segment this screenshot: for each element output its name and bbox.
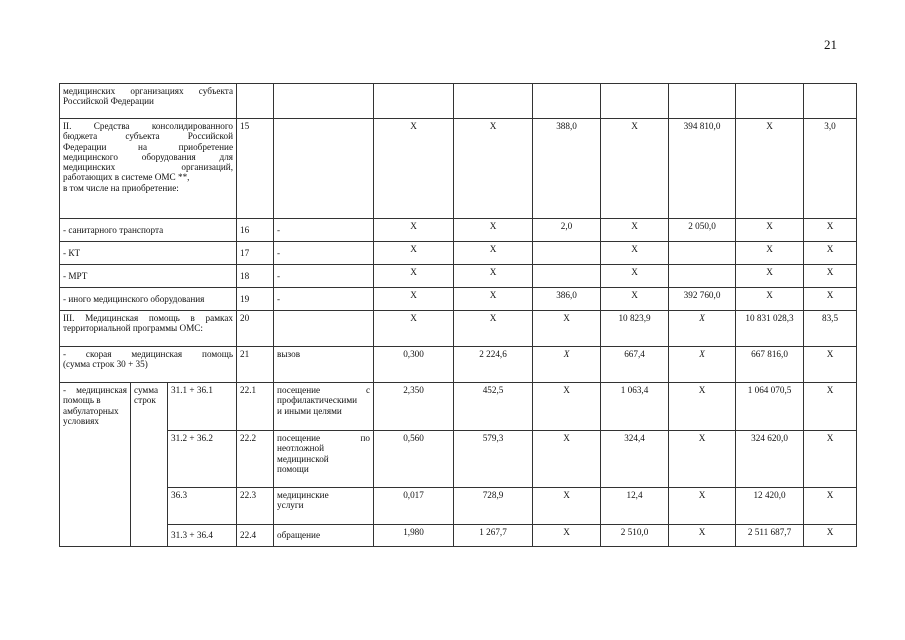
table-row: 31.2 + 36.2 22.2 посещение по неотложной медицинской помощи 0,560 579,3 X 324,4 X 324 620,0 X	[60, 431, 857, 488]
table-row	[60, 84, 857, 119]
sum-label: сумма строк	[131, 383, 168, 547]
row-label: - скорая медицинская помощь (сумма строк 30 + 35)	[60, 347, 237, 383]
row-label: II. Средства консолидированного бюджета субъекта Российской Федерации на приобретение медицинского оборудования для медицинских организаций, работающих в системе ОМС **, в том числе на приобретение:	[60, 119, 237, 219]
table-row: - иного медицинского оборудования 19 - X X 386,0 X 392 760,0 X X	[60, 288, 857, 311]
unit-label: посещение по неотложной медицинской помощи	[274, 431, 374, 488]
unit-label: медицинские услуги	[274, 488, 374, 525]
row-number: 15	[237, 119, 274, 219]
financing-table	[59, 83, 857, 547]
unit-label: посещение с профилактическими и иными целями	[274, 383, 374, 431]
table-row: - КТ 17 - X X X X X	[60, 242, 857, 265]
row-label: III. Медицинская помощь в рамках территориальной программы ОМС:	[60, 311, 237, 347]
table-row: III. Медицинская помощь в рамках территориальной программы ОМС: 20 X X X 10 823,9 X 10 831 028,3 83,5	[60, 311, 857, 347]
page-number: 21	[824, 37, 837, 52]
table-row: - санитарного транспорта 16 - X X 2,0 X 2 050,0 X X	[60, 219, 857, 242]
table-row: 36.3 22.3 медицинские услуги 0,017 728,9 X 12,4 X 12 420,0 X	[60, 488, 857, 525]
row-label: - медицинская помощь в амбулаторных условиях	[60, 383, 131, 547]
table-row: 31.3 + 36.4 22.4 обращение 1,980 1 267,7 X 2 510,0 X 2 511 687,7 X	[60, 525, 857, 547]
table-row: II. Средства консолидированного бюджета субъекта Российской Федерации на приобретение медицинского оборудования для медицинских организаций, работающих в системе ОМС **, в том числе на приобретение: 15 X X 388,0 X 394 810,0 X 3,0	[60, 119, 857, 219]
table-row: - медицинская помощь в амбулаторных условиях сумма строк 31.1 + 36.1 22.1 посещение с профилактическими и иными целями 2,350 452,5 X 1 063,4 X 1 064 070,5 X	[60, 383, 857, 431]
table-row: - скорая медицинская помощь (сумма строк 30 + 35) 21 вызов 0,300 2 224,6 X 667,4 X 667 816,0 X	[60, 347, 857, 383]
row-label: медицинских организациях субъекта Российской Федерации	[60, 84, 237, 119]
table-row: - МРТ 18 - X X X X X	[60, 265, 857, 288]
